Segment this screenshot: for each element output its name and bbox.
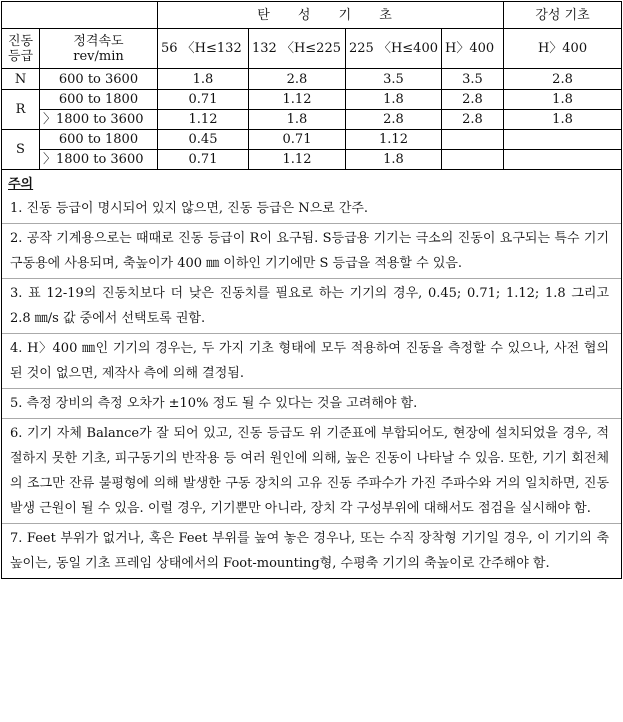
value-cell: 2.8 <box>346 110 442 130</box>
value-cell: 1.8 <box>158 69 249 90</box>
value-cell: 1.12 <box>249 150 346 170</box>
value-cell: 1.12 <box>346 130 442 150</box>
value-cell: 1.8 <box>504 110 622 130</box>
grade-cell: S <box>2 130 40 170</box>
speed-cell: 600 to 3600 <box>40 69 158 90</box>
document <box>1 1 621 579</box>
header-h-col: 132 〈H≤225 <box>249 29 346 69</box>
value-cell: 1.8 <box>346 150 442 170</box>
note-item: 3. 표 12-19의 진동치보다 더 낮은 진동치를 필요로 하는 기기의 경우, 0.45; 0.71; 1.12; 1.8 그리고 2.8 ㎜/s 값 중에서 선택토록 권함. <box>2 278 621 333</box>
note-item: 2. 공작 기계용으로는 때때로 진동 등급이 R이 요구됨. S등급용 기기는 극소의 진동이 요구되는 특수 기기 구동용에 사용되며, 축높이가 400 ㎜ 이하인 기기에만 S 등급을 적용할 수 있음. <box>2 223 621 278</box>
header-rigid-h: H〉400 <box>504 29 622 69</box>
value-cell: 3.5 <box>346 69 442 90</box>
header-elastic-foundation: 탄 성 기 초 <box>158 2 504 29</box>
table-row <box>2 90 622 110</box>
table-row <box>2 130 622 150</box>
header-row-2 <box>2 29 622 69</box>
header-blank <box>2 2 158 29</box>
speed-cell: 〉1800 to 3600 <box>40 150 158 170</box>
note-item: 7. Feet 부위가 없거나, 혹은 Feet 부위를 높여 놓은 경우나, 또는 수직 장착형 기기일 경우, 이 기기의 축 높이는, 동일 기초 프레임 상태에서의 Foot-mounting형, 수평축 기기의 축높이로 간주해야 함. <box>2 523 621 578</box>
value-cell: 2.8 <box>249 69 346 90</box>
header-speed: 정격속도 rev/min <box>40 29 158 69</box>
speed-cell: 600 to 1800 <box>40 90 158 110</box>
speed-cell: 〉1800 to 3600 <box>40 110 158 130</box>
table-row <box>2 69 622 90</box>
header-h-col: 225 〈H≤400 <box>346 29 442 69</box>
header-rigid-foundation: 강성 기초 <box>504 2 622 29</box>
grade-cell: R <box>2 90 40 130</box>
value-cell: 1.8 <box>504 90 622 110</box>
value-cell: 0.71 <box>158 150 249 170</box>
value-cell <box>442 150 504 170</box>
vibration-table <box>1 1 622 579</box>
value-cell: 3.5 <box>442 69 504 90</box>
value-cell <box>504 150 622 170</box>
grade-cell: N <box>2 69 40 90</box>
notes-section <box>2 170 622 579</box>
value-cell: 0.45 <box>158 130 249 150</box>
note-item: 1. 진동 등급이 명시되어 있지 않으면, 진동 등급은 N으로 간주. <box>10 201 369 216</box>
header-h-col: H〉400 <box>442 29 504 69</box>
value-cell: 1.8 <box>249 110 346 130</box>
notes-title: 주의 <box>8 177 34 192</box>
value-cell: 0.71 <box>158 90 249 110</box>
value-cell: 2.8 <box>442 90 504 110</box>
value-cell: 1.12 <box>158 110 249 130</box>
table-row <box>2 110 622 130</box>
table-row <box>2 150 622 170</box>
note-item: 4. H〉400 ㎜인 기기의 경우는, 두 가지 기초 형태에 모두 적용하여 진동을 측정할 수 있으나, 사전 협의된 것이 없으면, 제작사 측에 의해 결정됨. <box>2 333 621 388</box>
header-row-1 <box>2 2 622 29</box>
speed-cell: 600 to 1800 <box>40 130 158 150</box>
value-cell: 2.8 <box>504 69 622 90</box>
value-cell: 1.12 <box>249 90 346 110</box>
value-cell: 2.8 <box>442 110 504 130</box>
note-item: 6. 기기 자체 Balance가 잘 되어 있고, 진동 등급도 위 기준표에 부합되어도, 현장에 설치되었을 경우, 적절하지 못한 기초, 피구동기의 반작용 등 여러 원인에 의해, 높은 진동이 나타날 수 있음. 또한, 기기 회전체의 조그만 잔류 불평형에 의해 발생한 구동 장치의 고유 진동 주파수가 가진 주파수와 거의 일치하면, 진동 발생 근원이 될 수 있음. 이럴 경우, 기기뿐만 아니라, 장치 각 구성부위에 대해서도 점검을 실시해야 함. <box>2 418 621 523</box>
value-cell: 1.8 <box>346 90 442 110</box>
header-h-col: 56 〈H≤132 <box>158 29 249 69</box>
header-grade: 진동 등급 <box>2 29 40 69</box>
value-cell: 0.71 <box>249 130 346 150</box>
value-cell <box>504 130 622 150</box>
value-cell <box>442 130 504 150</box>
note-item: 5. 측정 장비의 측정 오차가 ±10% 정도 될 수 있다는 것을 고려해야 함. <box>2 388 621 418</box>
notes-row <box>2 170 622 579</box>
